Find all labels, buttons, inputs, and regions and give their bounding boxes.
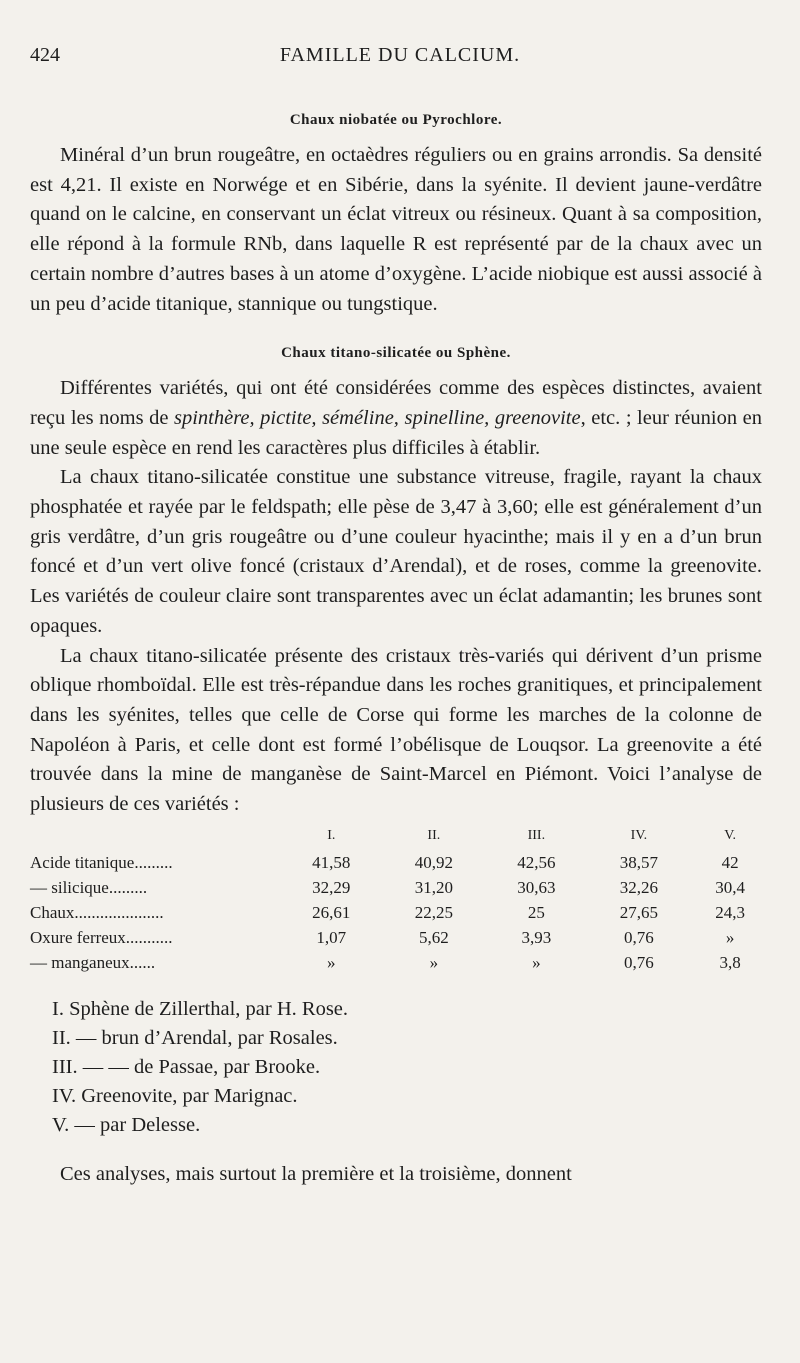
cell-value: 26,61 bbox=[312, 902, 351, 922]
table-row bbox=[30, 925, 770, 950]
cell-value: 30,63 bbox=[517, 877, 556, 897]
legend-item: I. Sphène de Zillerthal, par H. Rose. bbox=[52, 997, 349, 1020]
cell-value: » bbox=[532, 952, 541, 972]
cell-value: 5,62 bbox=[418, 927, 449, 947]
paragraph-pyrochlore: Minéral d’un brun rougeâtre, en octaèdres réguliers ou en grains arrondis. Sa densité est 4,21. Il existe en Norwége et en Sibérie, dans la syénite. Il devient jaune-verdâtre quand on le calcine, en conservant un éclat vitreux ou résineux. Quant à sa composition, elle répond à la formule RNb, dans laquelle R est représenté par de la chaux avec un certain nombre d’autres bases à un atome d’oxygène. L’acide niobique est aussi associé à un peu d’acide titanique, stannique ou tungstique. bbox=[30, 144, 762, 315]
cell-value: 24,3 bbox=[715, 902, 745, 922]
paragraph-varieties-end: , etc. ; leur réunion en une seule espèce en rend les caractères plus difficiles à établir. bbox=[30, 406, 762, 459]
table-row bbox=[30, 950, 770, 975]
page-body bbox=[30, 112, 762, 1189]
paragraph-varieties bbox=[30, 374, 762, 463]
section-title-pyrochlore: Chaux niobatée ou Pyrochlore. bbox=[289, 112, 503, 128]
cell-value: 22,25 bbox=[414, 902, 453, 922]
paragraph-properties: La chaux titano-silicatée constitue une substance vitreuse, fragile, rayant la chaux phosphatée et rayée par le feldspath; elle pèse de 3,47 à 3,60; elle est généralement d’un gris verdâtre, d’un gris rougeâtre ou d’une couleur hyacinthe; mais il y en a d’un brun foncé et d’un vert olive foncé (cristaux d’Arendal), et de roses, comme la greenovite. Les variétés de couleur claire sont transparentes avec un éclat adamantin; les brunes sont opaques. bbox=[30, 466, 762, 637]
cell-value: 38,57 bbox=[619, 852, 659, 872]
cell-value: 42 bbox=[721, 852, 739, 872]
legend-item: V. — par Delesse. bbox=[52, 1113, 201, 1136]
row-label: — silicique......... bbox=[30, 877, 148, 897]
analysis-col-header: III. bbox=[527, 827, 546, 843]
table-row bbox=[30, 875, 770, 900]
section-title-sphene: Chaux titano-silicatée ou Sphène. bbox=[281, 345, 511, 362]
cell-value: 1,07 bbox=[316, 927, 347, 947]
cell-value: » bbox=[429, 952, 439, 972]
analysis-header-spacer bbox=[30, 828, 280, 850]
closing-sentence: Ces analyses, mais surtout la première et la troisième, donnent bbox=[60, 1162, 572, 1185]
row-label: — manganeux...... bbox=[30, 952, 156, 972]
analysis-col-header: I. bbox=[327, 827, 336, 843]
cell-value: 42,56 bbox=[517, 852, 556, 872]
row-label: Acide titanique......... bbox=[30, 852, 173, 872]
cell-value: 0,76 bbox=[624, 927, 654, 947]
paragraph-varieties-start: Différentes variétés, qui ont été considérées comme des espèces distinctes, avaient reçu les noms de bbox=[30, 377, 762, 429]
table-row bbox=[30, 850, 770, 875]
cell-value: 31,20 bbox=[414, 877, 453, 897]
cell-value: 30,4 bbox=[715, 877, 745, 897]
analysis-legend bbox=[52, 995, 762, 1140]
legend-item: IV. Greenovite, par Marignac. bbox=[52, 1084, 298, 1107]
cell-value: 0,76 bbox=[624, 952, 654, 972]
page-number: 424 bbox=[30, 44, 60, 66]
legend-item: III. — — de Passae, par Brooke. bbox=[52, 1055, 321, 1078]
cell-value: » bbox=[327, 952, 336, 972]
analysis-col-header: V. bbox=[724, 827, 736, 843]
cell-value: 41,58 bbox=[312, 852, 351, 872]
cell-value: » bbox=[725, 927, 735, 947]
cell-value: 27,65 bbox=[619, 902, 659, 922]
table-row bbox=[30, 900, 770, 925]
analysis-table bbox=[30, 828, 770, 975]
cell-value: 32,29 bbox=[312, 877, 351, 897]
cell-value: 25 bbox=[527, 902, 545, 922]
cell-value: 3,93 bbox=[521, 927, 552, 947]
page-header bbox=[30, 44, 770, 74]
legend-item: II. — brun d’Arendal, par Rosales. bbox=[52, 1026, 338, 1049]
analysis-header-row bbox=[30, 828, 770, 850]
variety-names: spinthère, pictite, séméline, spinelline, greenovite bbox=[173, 406, 581, 429]
analysis-col-header: IV. bbox=[630, 827, 648, 843]
cell-value: 3,8 bbox=[719, 952, 741, 972]
row-label: Chaux..................... bbox=[30, 902, 164, 922]
cell-value: 40,92 bbox=[414, 852, 453, 872]
analysis-col-header: II. bbox=[427, 827, 441, 843]
running-title: FAMILLE DU CALCIUM. bbox=[279, 44, 521, 66]
paragraph-crystals: La chaux titano-silicatée présente des cristaux très-variés qui dérivent d’un prisme oblique rhomboïdal. Elle est très-répandue dans les roches granitiques, et principalement dans les syénites, telles que celle de Corse qui forme les marches de la colonne de Napoléon à Paris, et celle dont est formé l’obélisque de Louqsor. La greenovite a été trouvée dans la mine de manganèse de Saint-Marcel en Piémont. Voici l’analyse de plusieurs de ces variétés : bbox=[30, 644, 762, 816]
row-label: Oxure ferreux........... bbox=[30, 927, 173, 947]
cell-value: 32,26 bbox=[619, 877, 659, 897]
